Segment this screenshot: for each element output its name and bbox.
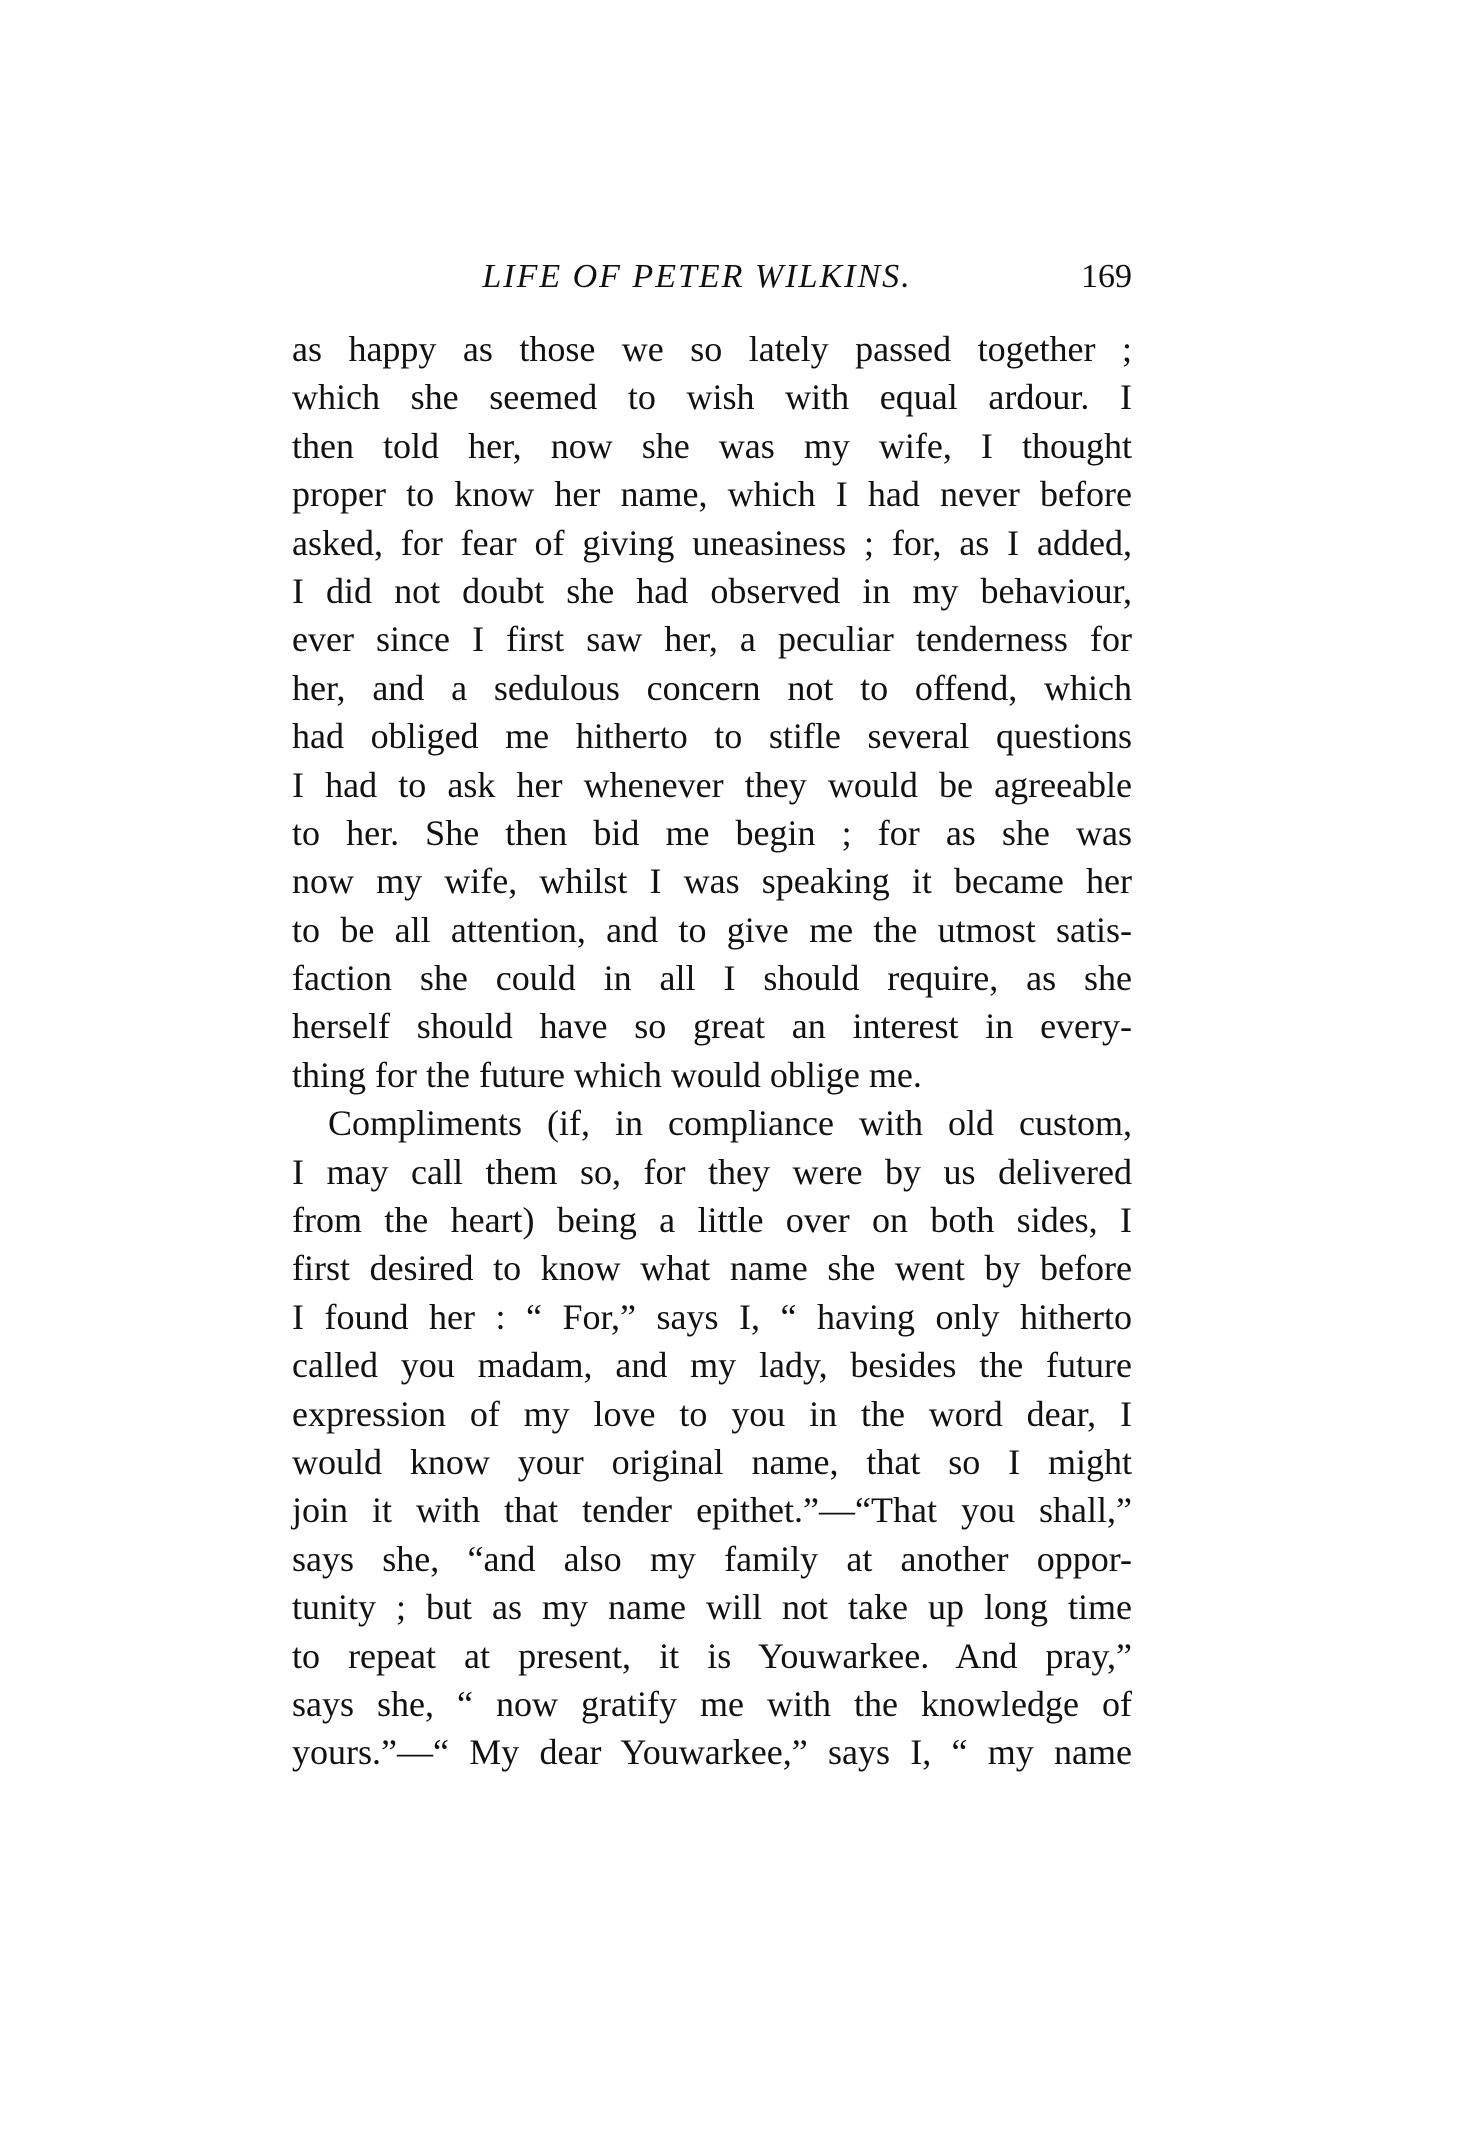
text-line: to her. She then bid me begin ; for as she was bbox=[292, 812, 1132, 853]
text-line: I had to ask her whenever they would be agreeable bbox=[292, 764, 1132, 805]
text-line: thing for the future which would oblige me. bbox=[292, 1054, 922, 1095]
text-line: I found her : “ For,” says I, “ having only hitherto bbox=[292, 1296, 1132, 1337]
text-line: tunity ; but as my name will not take up long time bbox=[292, 1587, 1132, 1628]
text-line: proper to know her name, which I had never before bbox=[292, 474, 1132, 515]
text-line: as happy as those we so lately passed together ; bbox=[292, 329, 1132, 369]
text-line: now my wife, whilst I was speaking it became her bbox=[292, 861, 1132, 902]
text-line: had obliged me hitherto to stifle several questions bbox=[292, 716, 1132, 757]
text-line: from the heart) being a little over on both sides, I bbox=[292, 1200, 1132, 1241]
text-line: expression of my love to you in the word dear, I bbox=[292, 1393, 1132, 1434]
text-line: asked, for fear of giving uneasiness ; for, as I added, bbox=[292, 522, 1132, 563]
text-line: which she seemed to wish with equal ardour. I bbox=[292, 377, 1132, 418]
text-line: her, and a sedulous concern not to offend, which bbox=[292, 667, 1132, 708]
text-line: would know your original name, that so I might bbox=[292, 1441, 1132, 1482]
running-head bbox=[292, 252, 1132, 302]
running-title: LIFE OF PETER WILKINS. bbox=[482, 258, 912, 295]
text-line: Compliments (if, in compliance with old custom, bbox=[328, 1103, 1132, 1144]
text-line: to repeat at present, it is Youwarkee. And pray,” bbox=[292, 1635, 1132, 1676]
text-line: faction she could in all I should require, as she bbox=[292, 958, 1132, 999]
text-line: I did not doubt she had observed in my behaviour, bbox=[292, 570, 1132, 611]
text-line: to be all attention, and to give me the utmost satis- bbox=[292, 909, 1132, 950]
text-line: yours.”—“ My dear Youwarkee,” says I, “ my name bbox=[292, 1732, 1132, 1773]
text-line: join it with that tender epithet.”—“That you shall,” bbox=[292, 1490, 1132, 1531]
text-line: says she, “and also my family at another oppor- bbox=[292, 1538, 1132, 1579]
text-line: first desired to know what name she went by before bbox=[292, 1248, 1132, 1289]
text-line: I may call them so, for they were by us delivered bbox=[292, 1151, 1132, 1192]
text-line: herself should have so great an interest in every- bbox=[292, 1006, 1132, 1047]
text-line: ever since I first saw her, a peculiar tenderness for bbox=[292, 619, 1132, 660]
text-line: called you madam, and my lady, besides the future bbox=[292, 1345, 1132, 1386]
page-number: 169 bbox=[1081, 258, 1132, 295]
text-line: then told her, now she was my wife, I thought bbox=[292, 425, 1132, 466]
text-line: says she, “ now gratify me with the knowledge of bbox=[292, 1683, 1132, 1724]
body-text bbox=[292, 325, 1132, 1777]
